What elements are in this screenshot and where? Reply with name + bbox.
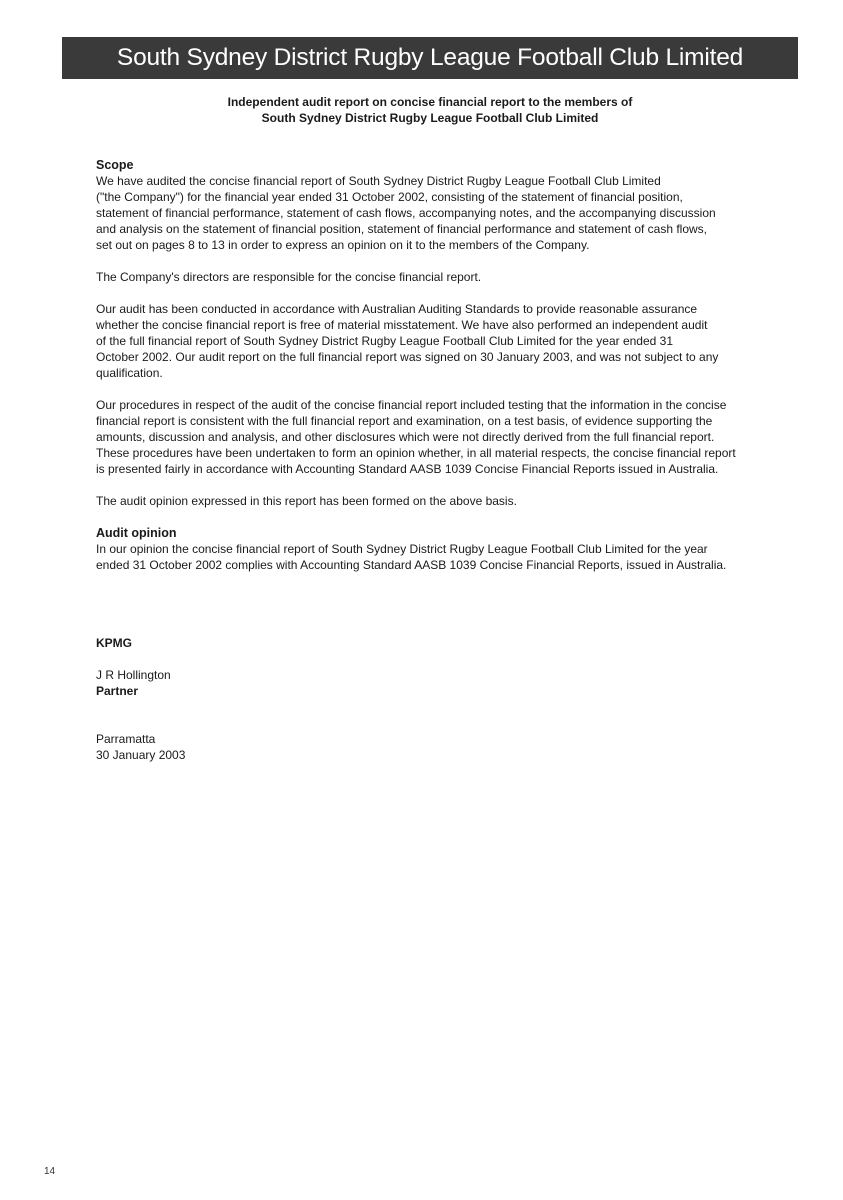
signing-date: 30 January 2003 [96, 748, 186, 762]
text-line: October 2002. Our audit report on the full financial report was signed on 30 January 2003, and was not subject to any [96, 350, 719, 364]
text-line: statement of financial performance, statement of cash flows, accompanying notes, and the accompanying discussion [96, 206, 716, 220]
text-line: set out on pages 8 to 13 in order to express an opinion on it to the members of the Company. [96, 238, 590, 252]
text-line: Our audit has been conducted in accordance with Australian Auditing Standards to provide reasonable assurance [96, 302, 698, 316]
text-line: ended 31 October 2002 complies with Accounting Standard AASB 1039 Concise Financial Reports, issued in Australia. [96, 558, 727, 572]
scope-paragraph-3 [96, 301, 801, 381]
signatory-name: J R Hollington [96, 668, 171, 682]
header-bar [62, 37, 798, 79]
scope-heading: Scope [96, 158, 134, 172]
text-line: We have audited the concise financial report of South Sydney District Rugby League Football Club Limited [96, 174, 661, 188]
scope-paragraph-2 [96, 269, 801, 285]
scope-paragraph-4 [96, 397, 801, 477]
document-title: South Sydney District Rugby League Football Club Limited [116, 44, 744, 71]
firm-name: KPMG [96, 636, 132, 650]
text-line: and analysis on the statement of financial position, statement of financial performance and statement of cash flows, [96, 222, 708, 236]
text-line: These procedures have been undertaken to form an opinion whether, in all material respects, the concise financial report [96, 446, 736, 460]
signatory-role: Partner [96, 684, 139, 698]
text-line: whether the concise financial report is free of material misstatement. We have also performed an independent audit [96, 318, 708, 332]
audit-opinion-heading: Audit opinion [96, 526, 177, 540]
text-line: of the full financial report of South Sydney District Rugby League Football Club Limited for the year ended 31 [96, 334, 674, 348]
scope-paragraph-5 [96, 493, 801, 509]
text-line: ("the Company") for the financial year ended 31 October 2002, consisting of the statement of financial position, [96, 190, 683, 204]
text-line: qualification. [96, 366, 163, 380]
report-body [96, 157, 801, 589]
subtitle-line-1: Independent audit report on concise financial report to the members of [227, 95, 633, 109]
audit-opinion-paragraph [96, 541, 801, 573]
subtitle-line-2: South Sydney District Rugby League Football Club Limited [261, 111, 599, 125]
text-line: Our procedures in respect of the audit of the concise financial report included testing that the information in the concise [96, 398, 727, 412]
text-line: amounts, discussion and analysis, and other disclosures which were not directly derived from the full financial report. [96, 430, 715, 444]
text-line: The Company's directors are responsible for the concise financial report. [96, 270, 482, 284]
text-line: is presented fairly in accordance with Accounting Standard AASB 1039 Concise Financial Reports issued in Australia. [96, 462, 719, 476]
text-line: financial report is consistent with the full financial report and examination, on a test basis, of evidence supporting the [96, 414, 713, 428]
scope-paragraph-1 [96, 173, 801, 253]
text-line: In our opinion the concise financial report of South Sydney District Rugby League Football Club Limited for the year [96, 542, 708, 556]
report-subtitle [62, 94, 798, 126]
text-line: The audit opinion expressed in this report has been formed on the above basis. [96, 494, 517, 508]
page-number: 14 [44, 1166, 56, 1177]
signing-place: Parramatta [96, 732, 156, 746]
